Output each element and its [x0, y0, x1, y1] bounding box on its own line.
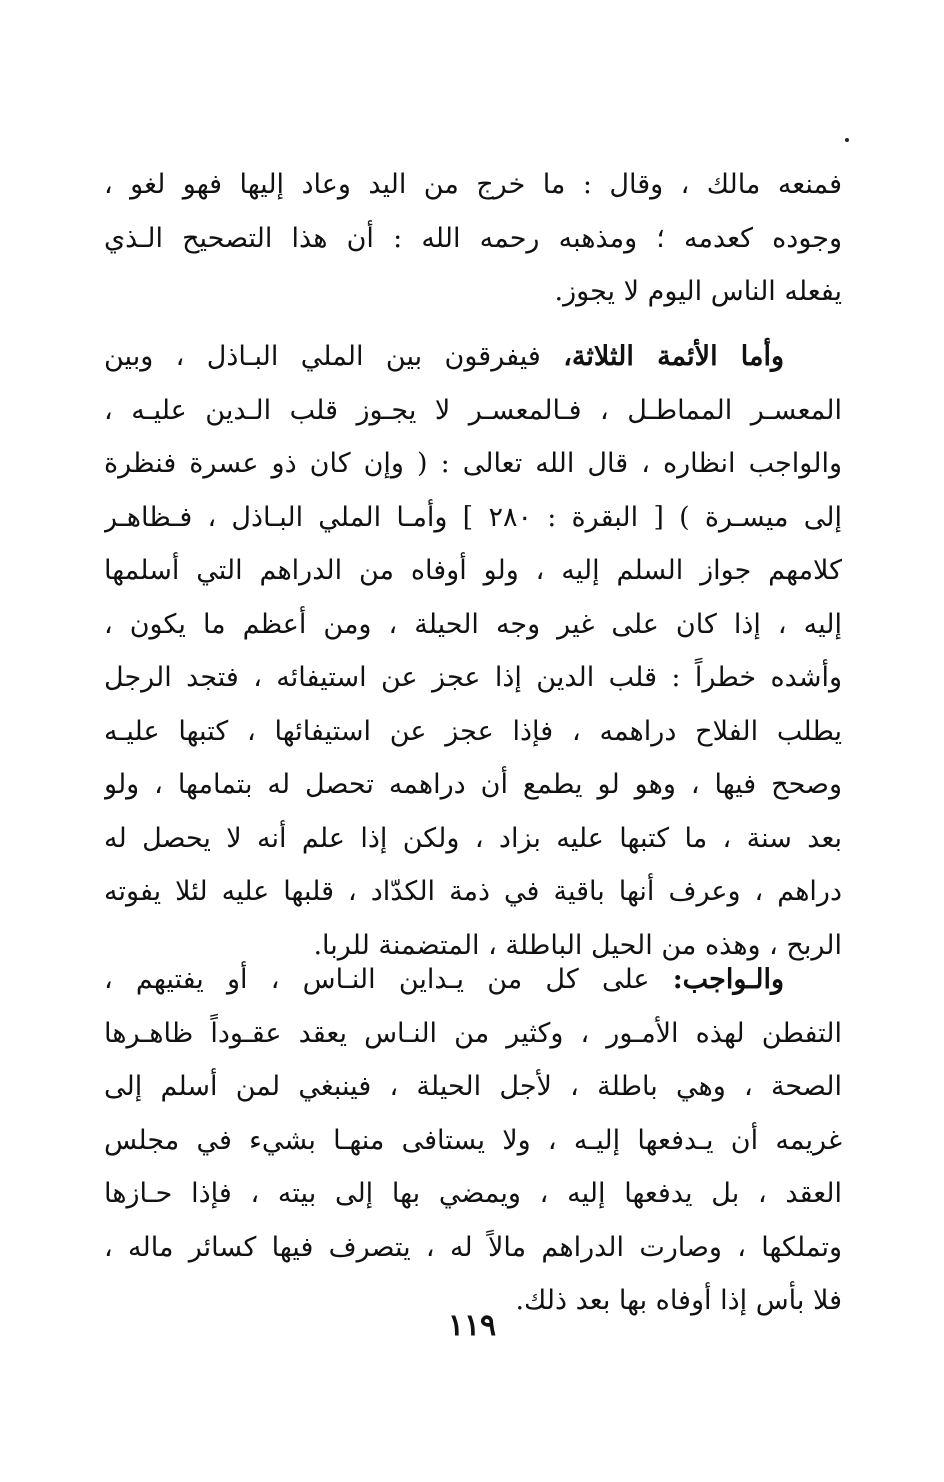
page-number: ١١٩ [447, 1308, 497, 1343]
paragraph-2-line-12: الربح ، وهذه من الحيل الباطلة ، المتضمنة للربا. [313, 929, 842, 961]
paragraph-2-line-8: يطلب الفلاح دراهمه ، فإذا عجز عن استيفائها ، كتبها عليـه [104, 715, 842, 747]
paragraph-3 [104, 953, 842, 1328]
paragraph-3-line-7: فلا بأس إذا أوفاه بها بعد ذلك. [515, 1285, 842, 1316]
paragraph-3-line-1-text: على كل من يـداين النـاس ، أو يفتيهم ، [104, 964, 673, 995]
paragraph-3-line-1 [104, 953, 842, 1007]
paragraph-2-lead: وأما الأئمة الثلاثة، [563, 341, 784, 372]
paragraph-2-line-3: والواجب انظاره ، قال الله تعالى : ( وإن كان ذو عسرة فنظرة [104, 448, 842, 479]
paragraph-3-line-5: العقد ، بل يدفعها إليه ، ويمضي بها إلى بيته ، فإذا حـازها [104, 1178, 842, 1209]
paragraph-2-line-9: وصحح فيها ، وهو لو يطمع أن دراهمه تحصل له بتمامها ، ولو [104, 769, 842, 800]
paragraph-2-line-1-text: فيفرقون بين الملي البـاذل ، وبين [104, 341, 564, 372]
stray-dot-mark [845, 138, 849, 142]
paragraph-3-line-4: غريمه أن يـدفعها إليـه ، ولا يستافى منهـا بشيء في مجلس [104, 1124, 842, 1156]
paragraph-2-line-4: إلى ميسـرة ) [ البقرة : ٢٨٠ ] وأمـا الملي البـاذل ، فـظاهـر [104, 501, 842, 533]
paragraph-1-line-3: يفعله الناس اليوم لا يجوز. [554, 276, 842, 307]
paragraph-2-line-5: كلامهم جواز السلم إليه ، ولو أوفاه من الدراهم التي أسلمها [104, 555, 842, 586]
paragraph-2-line-10: بعد سنة ، ما كتبها عليه بزاد ، ولكن إذا علم أنه لا يحصل له [104, 822, 842, 854]
paragraph-3-line-3: الصحة ، وهي باطلة ، لأجل الحيلة ، فينبغي لمن أسلم إلى [104, 1071, 842, 1102]
paragraph-3-lead: والـواجب: [672, 964, 784, 995]
paragraph-1-line-2: وجوده كعدمه ؛ ومذهبه رحمه الله : أن هذا التصحيح الـذي [104, 222, 842, 254]
paragraph-1-line-1: فمنعه مالك ، وقال : ما خرج من اليد وعاد إليها فهو لغو ، [104, 169, 842, 200]
paragraph-2-line-1 [104, 330, 842, 384]
paragraph-2-line-11: دراهم ، وعرف أنها باقية في ذمة الكدّاد ، قلبها عليه لئلا يفوته [104, 876, 842, 907]
paragraph-2 [104, 330, 842, 972]
paragraph-2-line-2: المعسـر المماطـل ، فـالمعسـر لا يجـوز قلب الـدين عليـه ، [104, 394, 842, 426]
paragraph-2-line-7: وأشده خطراً : قلب الدين إذا عجز عن استيفائه ، فتجد الرجل [104, 662, 842, 693]
paragraph-1 [104, 158, 842, 319]
paragraph-2-line-6: إليه ، إذا كان على غير وجه الحيلة ، ومن أعظم ما يكون ، [104, 608, 842, 640]
paragraph-3-line-2: التفطن لهذه الأمـور ، وكثير من النـاس يعقد عقـوداً ظاهـرها [104, 1017, 842, 1049]
paragraph-3-line-6: وتملكها ، وصارت الدراهم مالاً له ، يتصرف فيها كسائر ماله ، [104, 1231, 842, 1263]
